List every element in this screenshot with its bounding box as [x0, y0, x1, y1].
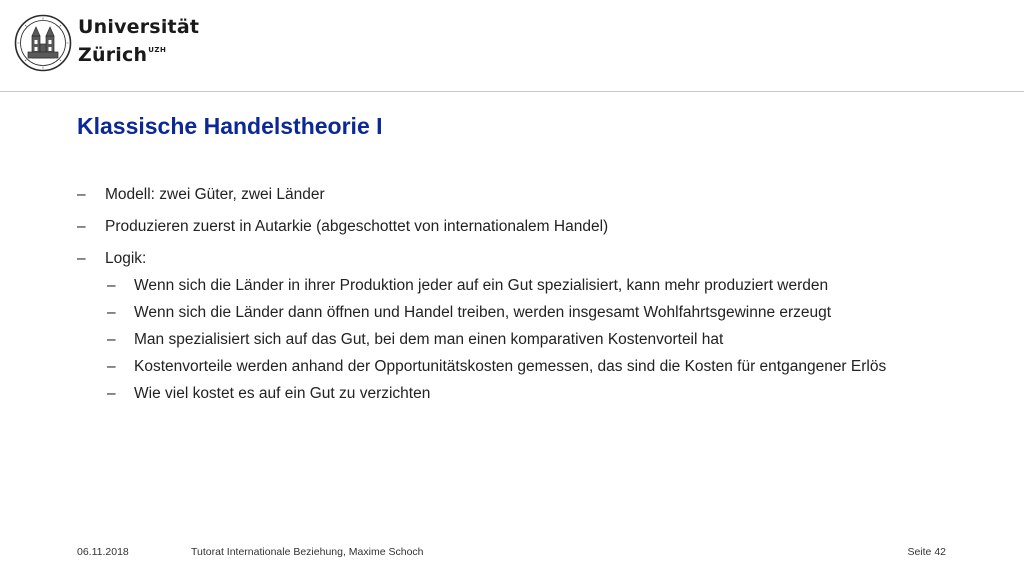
bullet-item — [77, 216, 957, 237]
bullet-dash: – — [107, 385, 116, 402]
bullet-text: Produzieren zuerst in Autarkie (abgeschottet von internationalem Handel) — [105, 218, 609, 235]
bullet-text: Wenn sich die Länder dann öffnen und Handel treiben, werden insgesamt Wohlfahrtsgewinne erzeugt — [134, 304, 832, 321]
bullet-item — [77, 184, 957, 205]
bullet-text: Logik: — [105, 250, 147, 267]
bullet-dash: – — [77, 186, 86, 203]
wordmark-line-2 — [78, 39, 199, 67]
bullet-text: Modell: zwei Güter, zwei Länder — [105, 186, 325, 203]
bullet-dash: – — [107, 358, 116, 375]
bullet-text: Kostenvorteile werden anhand der Opportunitätskosten gemessen, das sind die Kosten für entgangener Erlös — [134, 358, 887, 375]
wordmark-line-1: Universität — [78, 16, 200, 38]
sub-bullet-item — [107, 329, 957, 350]
bullet-item — [77, 248, 957, 269]
bullet-dash: – — [77, 218, 86, 235]
header-divider — [0, 91, 1024, 92]
bullet-dash: – — [107, 277, 116, 294]
wordmark-uzh: UZH — [148, 46, 167, 54]
slide-header — [0, 0, 1024, 92]
sub-bullet-item — [107, 302, 957, 323]
sub-bullet-item — [107, 383, 957, 404]
bullet-text: Wenn sich die Länder in ihrer Produktion jeder auf ein Gut spezialisiert, kann mehr produziert werden — [134, 277, 829, 294]
wordmark-city: Zürich — [78, 44, 148, 66]
bullet-text: Man spezialisiert sich auf das Gut, bei dem man einen komparativen Kostenvorteil hat — [134, 331, 724, 348]
bullet-list — [77, 184, 957, 410]
footer-title: Tutorat Internationale Beziehung, Maxime Schoch — [191, 546, 424, 558]
university-wordmark — [78, 16, 199, 67]
footer-page-number: Seite 42 — [907, 546, 946, 558]
sub-bullet-item — [107, 356, 957, 377]
bullet-dash: – — [107, 331, 116, 348]
bullet-dash: – — [107, 304, 116, 321]
sub-bullet-item — [107, 275, 957, 296]
footer-date: 06.11.2018 — [77, 546, 129, 558]
university-seal-icon — [14, 14, 72, 72]
bullet-dash: – — [77, 250, 86, 267]
bullet-text: Wie viel kostet es auf ein Gut zu verzichten — [134, 385, 431, 402]
slide-title: Klassische Handelstheorie I — [77, 113, 383, 139]
